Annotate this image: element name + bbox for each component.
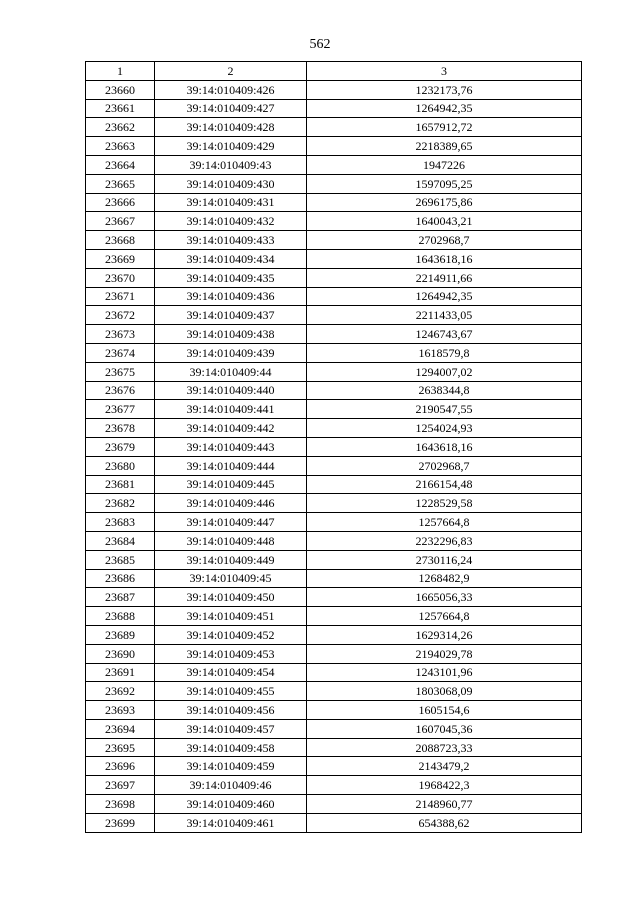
cadastral-number-cell: 39:14:010409:459 — [155, 757, 307, 776]
cadastral-value-table — [85, 61, 582, 833]
cadastral-number-cell: 39:14:010409:441 — [155, 400, 307, 419]
table-row — [86, 494, 582, 513]
cadastral-number-cell: 39:14:010409:45 — [155, 569, 307, 588]
cadastral-number-cell: 39:14:010409:460 — [155, 795, 307, 814]
cadastral-number-cell: 39:14:010409:44 — [155, 362, 307, 381]
cadastral-number-cell: 39:14:010409:46 — [155, 776, 307, 795]
header-cell-3: 3 — [307, 62, 582, 81]
row-number-cell: 23682 — [86, 494, 155, 513]
table-row — [86, 776, 582, 795]
value-cell: 1243101,96 — [307, 663, 582, 682]
value-cell: 1968422,3 — [307, 776, 582, 795]
table-row — [86, 607, 582, 626]
value-cell: 1665056,33 — [307, 588, 582, 607]
table-header — [86, 62, 582, 81]
value-cell: 2696175,86 — [307, 193, 582, 212]
value-cell: 2166154,48 — [307, 475, 582, 494]
value-cell: 1605154,6 — [307, 701, 582, 720]
row-number-cell: 23661 — [86, 99, 155, 118]
table-row — [86, 795, 582, 814]
value-cell: 1643618,16 — [307, 249, 582, 268]
table-row — [86, 550, 582, 569]
row-number-cell: 23671 — [86, 287, 155, 306]
value-cell: 1228529,58 — [307, 494, 582, 513]
table-row — [86, 174, 582, 193]
row-number-cell: 23679 — [86, 437, 155, 456]
cadastral-number-cell: 39:14:010409:449 — [155, 550, 307, 569]
table-row — [86, 663, 582, 682]
table-row — [86, 325, 582, 344]
cadastral-number-cell: 39:14:010409:437 — [155, 306, 307, 325]
table-row — [86, 343, 582, 362]
cadastral-number-cell: 39:14:010409:428 — [155, 118, 307, 137]
table-row — [86, 137, 582, 156]
cadastral-number-cell: 39:14:010409:454 — [155, 663, 307, 682]
value-cell: 1268482,9 — [307, 569, 582, 588]
value-cell: 2702968,7 — [307, 456, 582, 475]
value-cell: 2218389,65 — [307, 137, 582, 156]
cadastral-number-cell: 39:14:010409:438 — [155, 325, 307, 344]
cadastral-number-cell: 39:14:010409:448 — [155, 531, 307, 550]
row-number-cell: 23683 — [86, 513, 155, 532]
row-number-cell: 23678 — [86, 419, 155, 438]
value-cell: 2638344,8 — [307, 381, 582, 400]
table-row — [86, 456, 582, 475]
row-number-cell: 23666 — [86, 193, 155, 212]
table-row — [86, 155, 582, 174]
cadastral-number-cell: 39:14:010409:43 — [155, 155, 307, 174]
cadastral-number-cell: 39:14:010409:458 — [155, 738, 307, 757]
value-cell: 1294007,02 — [307, 362, 582, 381]
value-cell: 1803068,09 — [307, 682, 582, 701]
cadastral-number-cell: 39:14:010409:450 — [155, 588, 307, 607]
table-row — [86, 569, 582, 588]
table-row — [86, 231, 582, 250]
row-number-cell: 23694 — [86, 719, 155, 738]
value-cell: 1232173,76 — [307, 80, 582, 99]
value-cell: 1257664,8 — [307, 607, 582, 626]
value-cell: 654388,62 — [307, 813, 582, 832]
row-number-cell: 23677 — [86, 400, 155, 419]
table-row — [86, 212, 582, 231]
cadastral-number-cell: 39:14:010409:457 — [155, 719, 307, 738]
table-row — [86, 757, 582, 776]
cadastral-number-cell: 39:14:010409:434 — [155, 249, 307, 268]
table-row — [86, 193, 582, 212]
row-number-cell: 23673 — [86, 325, 155, 344]
cadastral-number-cell: 39:14:010409:442 — [155, 419, 307, 438]
table-row — [86, 625, 582, 644]
cadastral-number-cell: 39:14:010409:446 — [155, 494, 307, 513]
row-number-cell: 23676 — [86, 381, 155, 400]
cadastral-number-cell: 39:14:010409:444 — [155, 456, 307, 475]
value-cell: 1629314,26 — [307, 625, 582, 644]
cadastral-number-cell: 39:14:010409:440 — [155, 381, 307, 400]
cadastral-number-cell: 39:14:010409:432 — [155, 212, 307, 231]
row-number-cell: 23674 — [86, 343, 155, 362]
value-cell: 1246743,67 — [307, 325, 582, 344]
row-number-cell: 23670 — [86, 268, 155, 287]
row-number-cell: 23664 — [86, 155, 155, 174]
value-cell: 2214911,66 — [307, 268, 582, 287]
table-row — [86, 400, 582, 419]
row-number-cell: 23681 — [86, 475, 155, 494]
cadastral-number-cell: 39:14:010409:433 — [155, 231, 307, 250]
row-number-cell: 23698 — [86, 795, 155, 814]
cadastral-number-cell: 39:14:010409:436 — [155, 287, 307, 306]
row-number-cell: 23669 — [86, 249, 155, 268]
row-number-cell: 23695 — [86, 738, 155, 757]
value-cell: 1597095,25 — [307, 174, 582, 193]
value-cell: 2190547,55 — [307, 400, 582, 419]
cadastral-number-cell: 39:14:010409:447 — [155, 513, 307, 532]
table-row — [86, 287, 582, 306]
cadastral-number-cell: 39:14:010409:452 — [155, 625, 307, 644]
value-cell: 2194029,78 — [307, 644, 582, 663]
value-cell: 2088723,33 — [307, 738, 582, 757]
value-cell: 2211433,05 — [307, 306, 582, 325]
value-cell: 2702968,7 — [307, 231, 582, 250]
value-cell: 1264942,35 — [307, 99, 582, 118]
row-number-cell: 23690 — [86, 644, 155, 663]
table-row — [86, 80, 582, 99]
table-row — [86, 306, 582, 325]
cadastral-number-cell: 39:14:010409:456 — [155, 701, 307, 720]
cadastral-number-cell: 39:14:010409:453 — [155, 644, 307, 663]
value-cell: 1643618,16 — [307, 437, 582, 456]
row-number-cell: 23668 — [86, 231, 155, 250]
page-number: 562 — [309, 37, 331, 52]
table-row — [86, 513, 582, 532]
row-number-cell: 23687 — [86, 588, 155, 607]
value-cell: 1264942,35 — [307, 287, 582, 306]
cadastral-number-cell: 39:14:010409:439 — [155, 343, 307, 362]
value-cell: 2148960,77 — [307, 795, 582, 814]
table-row — [86, 644, 582, 663]
row-number-cell: 23696 — [86, 757, 155, 776]
cadastral-number-cell: 39:14:010409:445 — [155, 475, 307, 494]
value-cell: 2143479,2 — [307, 757, 582, 776]
cadastral-number-cell: 39:14:010409:461 — [155, 813, 307, 832]
table-row — [86, 738, 582, 757]
row-number-cell: 23675 — [86, 362, 155, 381]
value-cell: 1618579,8 — [307, 343, 582, 362]
table-row — [86, 531, 582, 550]
row-number-cell: 23663 — [86, 137, 155, 156]
table-row — [86, 701, 582, 720]
table-row — [86, 719, 582, 738]
table-row — [86, 682, 582, 701]
table-row — [86, 437, 582, 456]
cadastral-number-cell: 39:14:010409:455 — [155, 682, 307, 701]
cadastral-number-cell: 39:14:010409:429 — [155, 137, 307, 156]
table-row — [86, 381, 582, 400]
row-number-cell: 23685 — [86, 550, 155, 569]
table-row — [86, 362, 582, 381]
cadastral-number-cell: 39:14:010409:426 — [155, 80, 307, 99]
header-row — [86, 62, 582, 81]
row-number-cell: 23692 — [86, 682, 155, 701]
value-cell: 1254024,93 — [307, 419, 582, 438]
row-number-cell: 23697 — [86, 776, 155, 795]
row-number-cell: 23672 — [86, 306, 155, 325]
value-cell: 2730116,24 — [307, 550, 582, 569]
table-row — [86, 419, 582, 438]
table-row — [86, 475, 582, 494]
value-cell: 1257664,8 — [307, 513, 582, 532]
table-row — [86, 588, 582, 607]
row-number-cell: 23684 — [86, 531, 155, 550]
row-number-cell: 23660 — [86, 80, 155, 99]
row-number-cell: 23689 — [86, 625, 155, 644]
cadastral-number-cell: 39:14:010409:435 — [155, 268, 307, 287]
value-cell: 1640043,21 — [307, 212, 582, 231]
row-number-cell: 23688 — [86, 607, 155, 626]
row-number-cell: 23699 — [86, 813, 155, 832]
value-cell: 1607045,36 — [307, 719, 582, 738]
row-number-cell: 23680 — [86, 456, 155, 475]
table-row — [86, 268, 582, 287]
cadastral-number-cell: 39:14:010409:443 — [155, 437, 307, 456]
cadastral-number-cell: 39:14:010409:430 — [155, 174, 307, 193]
table-row — [86, 118, 582, 137]
row-number-cell: 23686 — [86, 569, 155, 588]
cadastral-number-cell: 39:14:010409:431 — [155, 193, 307, 212]
value-cell: 2232296,83 — [307, 531, 582, 550]
row-number-cell: 23691 — [86, 663, 155, 682]
header-cell-1: 1 — [86, 62, 155, 81]
table-row — [86, 249, 582, 268]
row-number-cell: 23667 — [86, 212, 155, 231]
row-number-cell: 23693 — [86, 701, 155, 720]
header-cell-2: 2 — [155, 62, 307, 81]
table-row — [86, 99, 582, 118]
value-cell: 1657912,72 — [307, 118, 582, 137]
cadastral-number-cell: 39:14:010409:427 — [155, 99, 307, 118]
row-number-cell: 23665 — [86, 174, 155, 193]
table-body — [86, 80, 582, 832]
row-number-cell: 23662 — [86, 118, 155, 137]
table-row — [86, 813, 582, 832]
value-cell: 1947226 — [307, 155, 582, 174]
cadastral-number-cell: 39:14:010409:451 — [155, 607, 307, 626]
